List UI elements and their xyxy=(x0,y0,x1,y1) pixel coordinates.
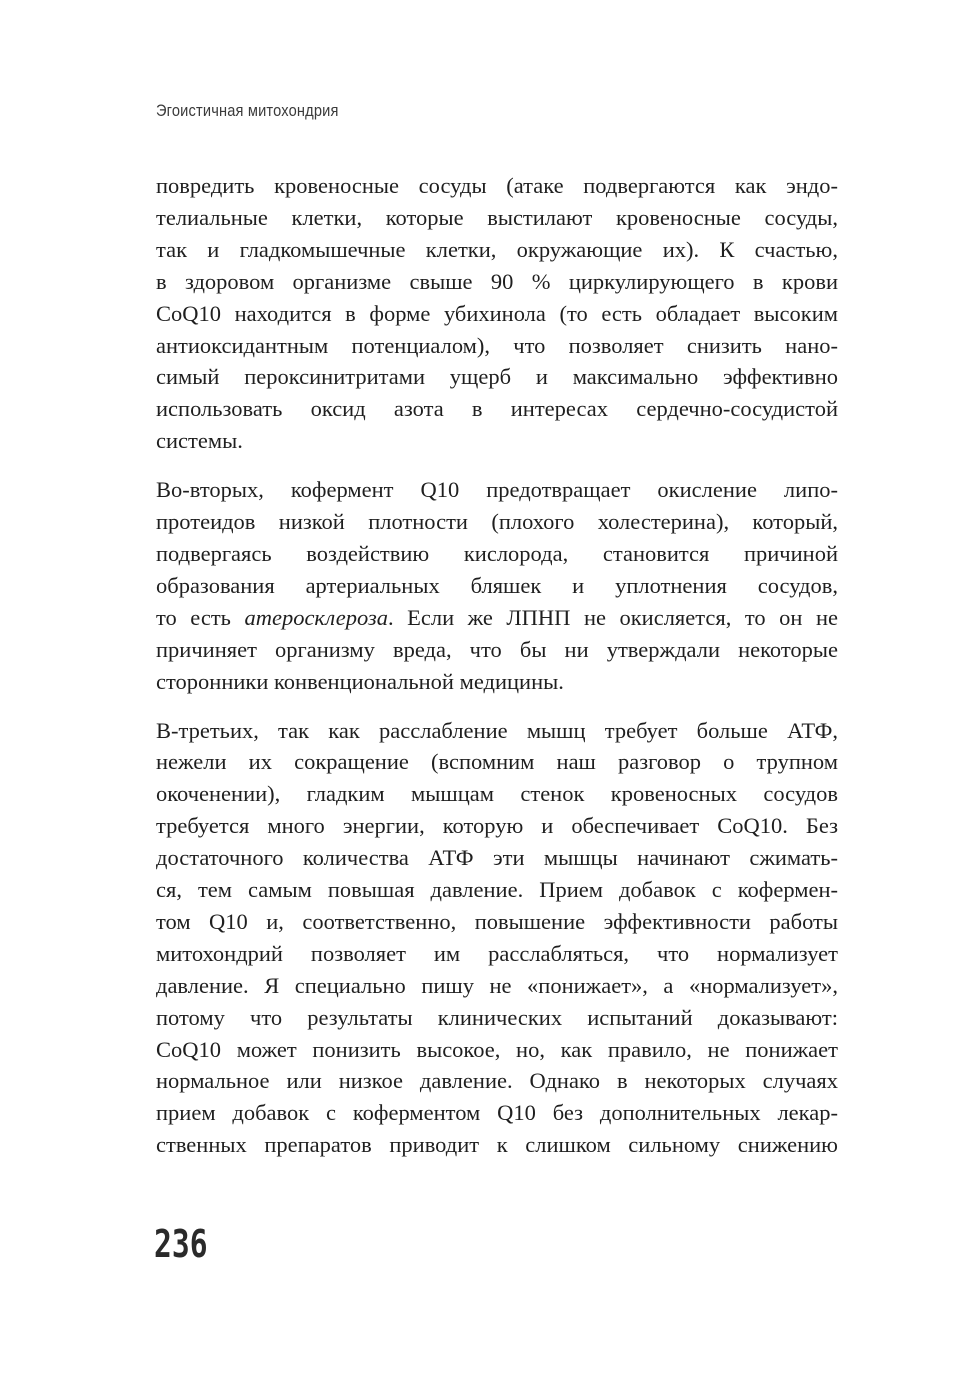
text-line: в здоровом организме свыше 90 % циркулирующего в крови xyxy=(156,268,838,294)
page-number: 236 xyxy=(154,1222,208,1266)
body-text xyxy=(156,170,838,1161)
text-line: В-третьих, так как расслабление мышц требует больше АТФ, xyxy=(156,717,838,743)
text-line: требуется много энергии, которую и обеспечивает CoQ10. Без xyxy=(156,813,838,839)
text-line: причиняет организму вреда, что бы ни утверждали некоторые xyxy=(156,636,838,662)
italic-term: атеросклероза xyxy=(244,604,388,630)
text-line: протеидов низкой плотности (плохого холестерина), который, xyxy=(156,509,838,535)
text-line: повредить кровеносные сосуды (атаке подвергаются как эндо- xyxy=(156,173,838,198)
paragraph-3 xyxy=(156,715,838,1162)
paragraph-1 xyxy=(156,170,838,457)
text-line: ся, тем самым повышая давление. Прием добавок с кофермен- xyxy=(156,877,838,903)
text-line: митохондрий позволяет им расслабляться, что нормализует xyxy=(156,940,838,966)
text-line: ственных препаратов приводит к слишком сильному снижению xyxy=(156,1132,838,1158)
text-line: окоченении), гладким мышцам стенок кровеносных сосудов xyxy=(156,781,838,807)
text-line: системы. xyxy=(156,428,243,454)
text-line: прием добавок с коферментом Q10 без дополнительных лекар- xyxy=(156,1100,838,1126)
text-line: образования артериальных бляшек и уплотнения сосудов, xyxy=(156,572,838,598)
text-line: CoQ10 может понизить высокое, но, как правило, не понижает xyxy=(156,1036,838,1062)
text-line: Во-вторых, кофермент Q10 предотвращает окисление липо- xyxy=(156,477,838,503)
text-line: сторонники конвенциональной медицины. xyxy=(156,668,564,694)
text-line: нормальное или низкое давление. Однако в некоторых случаях xyxy=(156,1068,838,1094)
text-line: давление. Я специально пишу не «понижает», а «нормализует», xyxy=(156,972,838,998)
text-line: нежели их сокращение (вспомним наш разговор о трупном xyxy=(156,749,838,775)
text-segment: то есть xyxy=(156,604,245,630)
text-segment: . Если же ЛПНП не окисляется, то он не xyxy=(388,604,838,630)
text-line: симый пероксинитритами ущерб и максимально эффективно xyxy=(156,364,838,390)
text-line: том Q10 и, соответственно, повышение эффективности работы xyxy=(156,908,838,934)
text-line: так и гладкомышечные клетки, окружающие их). К счастью, xyxy=(156,236,838,262)
text-line-with-italic xyxy=(156,602,838,634)
running-head-title: Эгоистичная митохондрия xyxy=(156,101,339,120)
text-line: потому что результаты клинических испытаний доказывают: xyxy=(156,1004,838,1030)
text-line: использовать оксид азота в интересах сердечно-сосудистой xyxy=(156,396,838,422)
text-line: антиоксидантным потенциалом), что позволяет снизить нано- xyxy=(156,332,838,358)
paragraph-2 xyxy=(156,474,838,697)
text-line: телиальные клетки, которые выстилают кровеносные сосуды, xyxy=(156,204,838,230)
text-line: достаточного количества АТФ эти мышцы начинают сжимать- xyxy=(156,845,838,871)
text-line: CoQ10 находится в форме убихинола (то есть обладает высоким xyxy=(156,300,838,326)
text-line: подвергаясь воздействию кислорода, становится причиной xyxy=(156,540,838,566)
